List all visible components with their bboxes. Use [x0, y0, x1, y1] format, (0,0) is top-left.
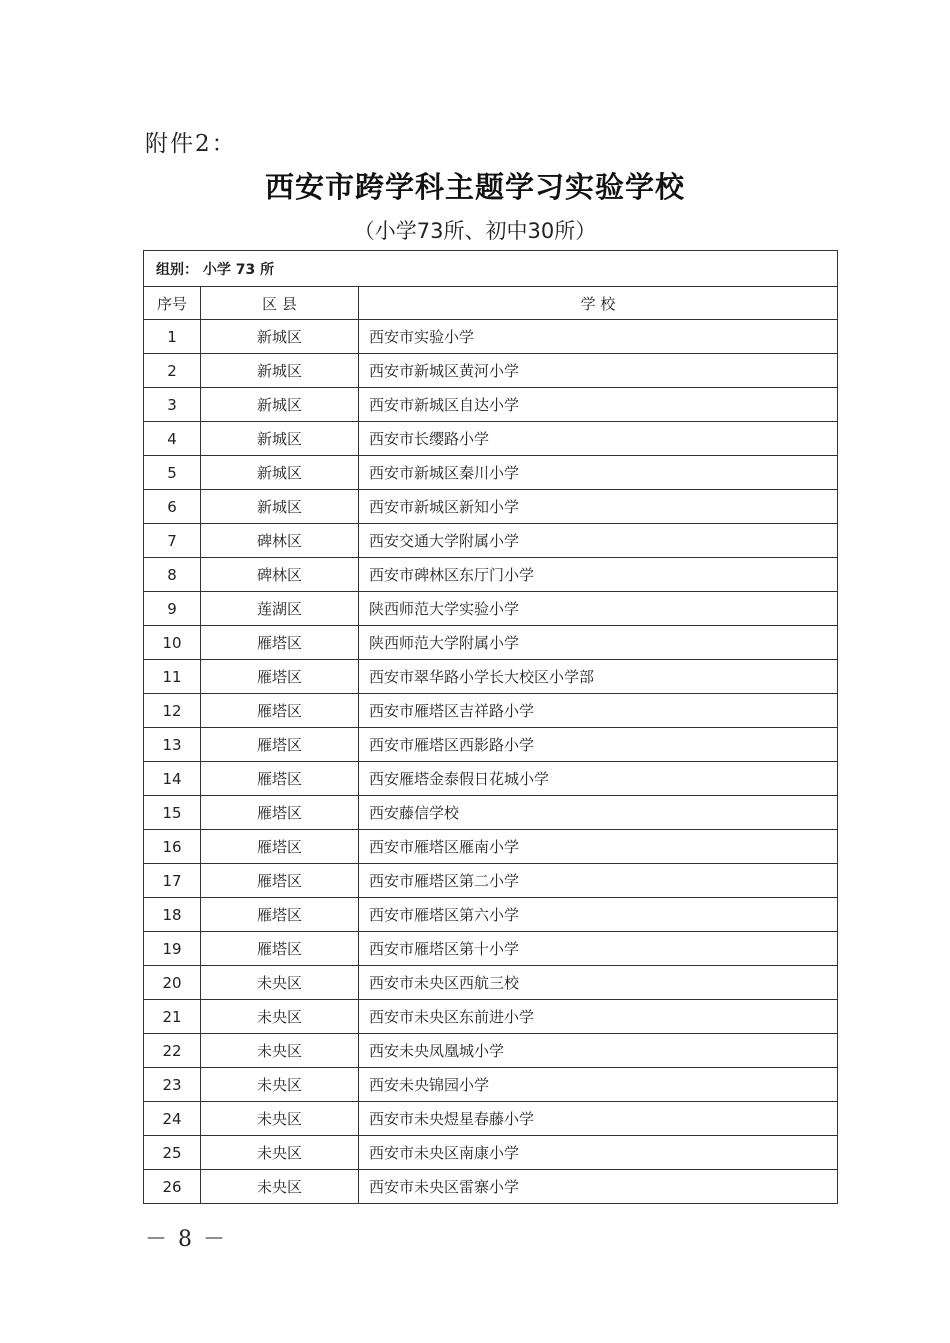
- table-row: [144, 456, 838, 490]
- row-number: 8: [144, 558, 201, 592]
- row-school: 西安市长缨路小学: [359, 422, 838, 456]
- row-school: 西安市翠华路小学长大校区小学部: [359, 660, 838, 694]
- header-no: 序号: [144, 287, 201, 320]
- table-row: [144, 558, 838, 592]
- row-number: 7: [144, 524, 201, 558]
- row-district: 莲湖区: [201, 592, 359, 626]
- row-district: 未央区: [201, 1034, 359, 1068]
- row-district: 新城区: [201, 354, 359, 388]
- header-row: [144, 287, 838, 320]
- table-row: [144, 1068, 838, 1102]
- table-row: [144, 796, 838, 830]
- row-school: 西安市未央区西航三校: [359, 966, 838, 1000]
- row-district: 雁塔区: [201, 728, 359, 762]
- header-school: 学 校: [359, 287, 838, 320]
- row-school: 西安市新城区黄河小学: [359, 354, 838, 388]
- table-row: [144, 320, 838, 354]
- row-number: 5: [144, 456, 201, 490]
- table-row: [144, 626, 838, 660]
- table-row: [144, 354, 838, 388]
- table-row: [144, 830, 838, 864]
- row-district: 雁塔区: [201, 830, 359, 864]
- table-row: [144, 864, 838, 898]
- row-number: 11: [144, 660, 201, 694]
- table-row: [144, 490, 838, 524]
- row-school: 西安未央凤凰城小学: [359, 1034, 838, 1068]
- row-number: 20: [144, 966, 201, 1000]
- row-number: 13: [144, 728, 201, 762]
- row-school: 西安市雁塔区第六小学: [359, 898, 838, 932]
- row-school: 西安市未央煜星春藤小学: [359, 1102, 838, 1136]
- row-number: 26: [144, 1170, 201, 1204]
- row-district: 碑林区: [201, 558, 359, 592]
- row-district: 未央区: [201, 966, 359, 1000]
- row-school: 陕西师范大学实验小学: [359, 592, 838, 626]
- row-district: 新城区: [201, 456, 359, 490]
- row-district: 新城区: [201, 422, 359, 456]
- table-row: [144, 660, 838, 694]
- row-district: 雁塔区: [201, 762, 359, 796]
- page-number: － 8 －: [145, 1227, 227, 1252]
- row-number: 15: [144, 796, 201, 830]
- row-district: 雁塔区: [201, 932, 359, 966]
- row-district: 新城区: [201, 388, 359, 422]
- row-school: 西安市新城区新知小学: [359, 490, 838, 524]
- row-number: 19: [144, 932, 201, 966]
- row-number: 18: [144, 898, 201, 932]
- row-district: 雁塔区: [201, 796, 359, 830]
- row-number: 16: [144, 830, 201, 864]
- row-school: 西安雁塔金泰假日花城小学: [359, 762, 838, 796]
- row-school: 陕西师范大学附属小学: [359, 626, 838, 660]
- row-district: 新城区: [201, 490, 359, 524]
- table-row: [144, 524, 838, 558]
- row-school: 西安交通大学附属小学: [359, 524, 838, 558]
- row-number: 25: [144, 1136, 201, 1170]
- row-number: 14: [144, 762, 201, 796]
- row-school: 西安市雁塔区第十小学: [359, 932, 838, 966]
- row-number: 17: [144, 864, 201, 898]
- header-district: 区 县: [201, 287, 359, 320]
- table-row: [144, 1170, 838, 1204]
- table-row: [144, 1136, 838, 1170]
- table-row: [144, 592, 838, 626]
- schools-table: [143, 250, 838, 1204]
- row-school: 西安市雁塔区第二小学: [359, 864, 838, 898]
- row-district: 雁塔区: [201, 864, 359, 898]
- row-number: 2: [144, 354, 201, 388]
- table-row: [144, 762, 838, 796]
- table-row: [144, 932, 838, 966]
- row-school: 西安市未央区南康小学: [359, 1136, 838, 1170]
- table-row: [144, 966, 838, 1000]
- row-school: 西安市雁塔区吉祥路小学: [359, 694, 838, 728]
- row-number: 21: [144, 1000, 201, 1034]
- row-district: 未央区: [201, 1102, 359, 1136]
- row-number: 4: [144, 422, 201, 456]
- row-district: 碑林区: [201, 524, 359, 558]
- row-school: 西安市实验小学: [359, 320, 838, 354]
- row-school: 西安市雁塔区西影路小学: [359, 728, 838, 762]
- document-subtitle: （小学73所、初中30所）: [353, 219, 597, 243]
- row-district: 未央区: [201, 1000, 359, 1034]
- row-number: 22: [144, 1034, 201, 1068]
- row-school: 西安市未央区东前进小学: [359, 1000, 838, 1034]
- row-number: 9: [144, 592, 201, 626]
- row-number: 3: [144, 388, 201, 422]
- row-school: 西安市新城区秦川小学: [359, 456, 838, 490]
- row-district: 新城区: [201, 320, 359, 354]
- row-school: 西安市新城区自达小学: [359, 388, 838, 422]
- row-district: 雁塔区: [201, 898, 359, 932]
- table-row: [144, 1034, 838, 1068]
- attachment-label: 附件2：: [145, 131, 237, 157]
- table-row: [144, 728, 838, 762]
- row-district: 雁塔区: [201, 694, 359, 728]
- row-district: 雁塔区: [201, 660, 359, 694]
- row-school: 西安未央锦园小学: [359, 1068, 838, 1102]
- group-row: [144, 251, 838, 287]
- table-row: [144, 694, 838, 728]
- row-number: 6: [144, 490, 201, 524]
- row-number: 23: [144, 1068, 201, 1102]
- group-label: 组别： 小学 73 所: [144, 251, 838, 287]
- row-school: 西安藤信学校: [359, 796, 838, 830]
- row-district: 未央区: [201, 1170, 359, 1204]
- row-district: 雁塔区: [201, 626, 359, 660]
- row-district: 未央区: [201, 1136, 359, 1170]
- table-row: [144, 422, 838, 456]
- row-school: 西安市未央区雷寨小学: [359, 1170, 838, 1204]
- row-number: 1: [144, 320, 201, 354]
- row-number: 12: [144, 694, 201, 728]
- row-number: 10: [144, 626, 201, 660]
- row-number: 24: [144, 1102, 201, 1136]
- row-district: 未央区: [201, 1068, 359, 1102]
- row-school: 西安市雁塔区雁南小学: [359, 830, 838, 864]
- table-row: [144, 388, 838, 422]
- document-title: 西安市跨学科主题学习实验学校: [264, 170, 685, 204]
- table-row: [144, 898, 838, 932]
- table-row: [144, 1102, 838, 1136]
- row-school: 西安市碑林区东厅门小学: [359, 558, 838, 592]
- table-row: [144, 1000, 838, 1034]
